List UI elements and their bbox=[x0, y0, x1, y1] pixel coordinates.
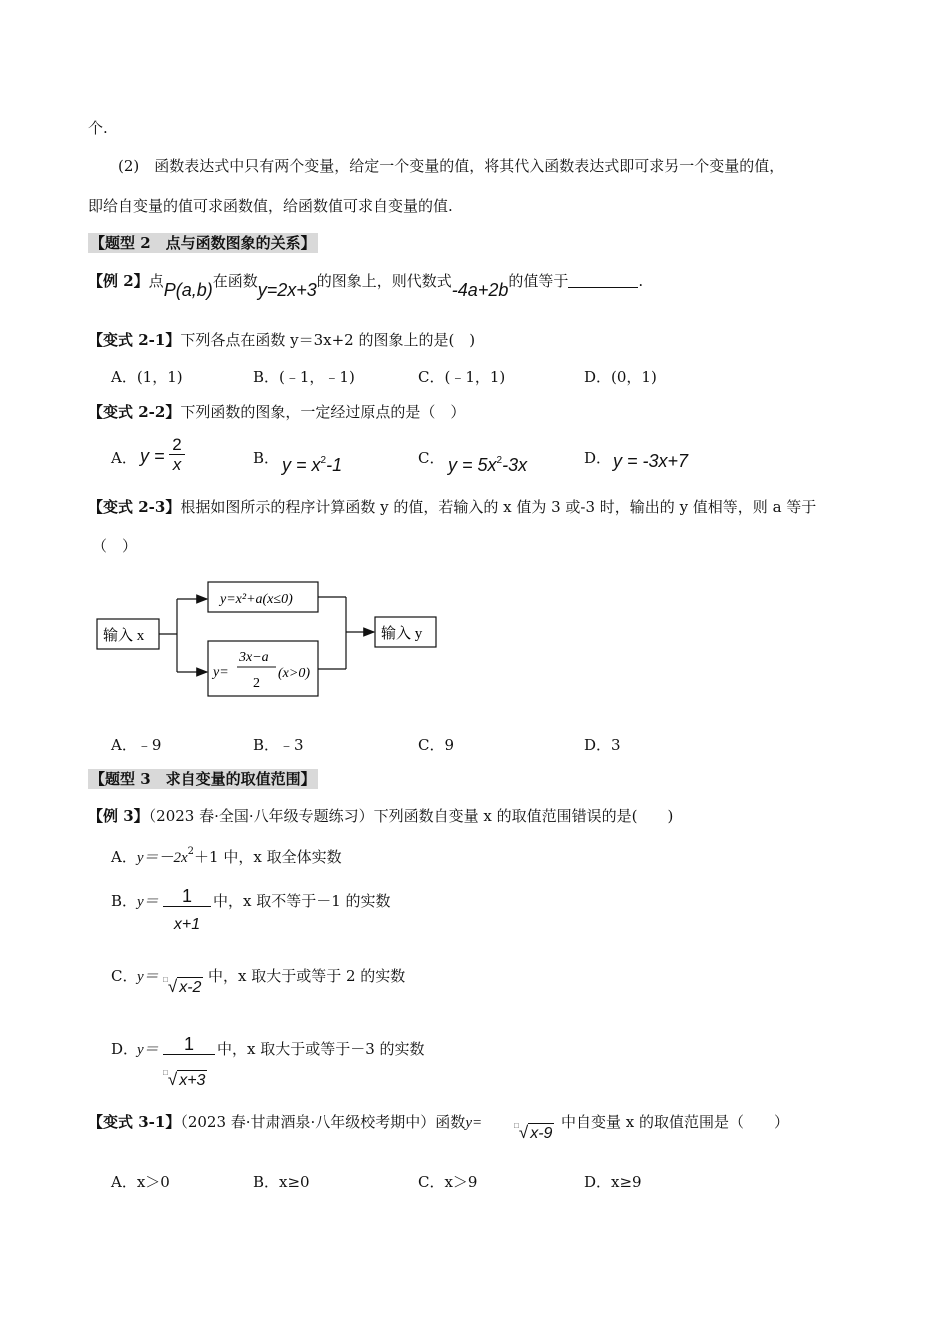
variant-3-1-radicand: x-9 bbox=[530, 1125, 553, 1142]
variant-2-1-option-d: D．(0，1) bbox=[584, 368, 657, 386]
example-2-expression: -4a+2b bbox=[451, 280, 509, 300]
option-c-exponent: 2 bbox=[496, 455, 503, 466]
variant-2-2-option-c bbox=[448, 451, 527, 475]
option-c-tail: 中，x 取大于或等于 2 的实数 bbox=[208, 967, 406, 985]
variant-2-1-option-a: A．(1，1) bbox=[111, 368, 183, 386]
option-c-tail: -3x bbox=[502, 455, 528, 475]
option-b-tail: -1 bbox=[326, 455, 343, 475]
option-a-label: A． bbox=[111, 848, 137, 866]
variant-3-1-radical bbox=[514, 1116, 554, 1144]
variant-3-1-text: （2023 春·甘肃酒泉·八年级校考期中）函数 bbox=[180, 1113, 466, 1131]
example-3-option-d-label: D． bbox=[111, 1040, 139, 1058]
missing-glyph-box: □ bbox=[163, 975, 168, 984]
option-a-y: y = bbox=[140, 445, 165, 466]
example-3-option-d-y bbox=[137, 1039, 159, 1060]
variant-2-1-text: 下列各点在函数 y＝3x+2 的图象上的是( ) bbox=[180, 331, 476, 349]
section-3-heading: 【题型 3 求自变量的取值范围】 bbox=[90, 770, 316, 788]
option-a-numerator: 2 bbox=[169, 436, 184, 455]
variant-3-1-option-b: B．x≥0 bbox=[253, 1173, 310, 1191]
example-3-option-a bbox=[111, 842, 342, 868]
option-b-tail: 中，x 取不等于－1 的实数 bbox=[213, 892, 391, 910]
option-b-numerator: 1 bbox=[163, 886, 211, 907]
radical-sign: √ bbox=[518, 1123, 529, 1142]
option-d-radical bbox=[163, 1063, 207, 1091]
example-3-tag: 【例 3】 bbox=[88, 807, 149, 825]
variant-2-1-option-b: B．(﹣1，﹣1) bbox=[253, 368, 355, 386]
bottom-branch-numerator: 3x−a bbox=[239, 650, 269, 665]
section-2-heading: 【题型 2 点与函数图象的关系】 bbox=[90, 234, 316, 252]
variant-3-1 bbox=[88, 1112, 482, 1133]
radical-sign: √ bbox=[167, 977, 178, 996]
missing-glyph-box: □ bbox=[514, 1121, 519, 1130]
variant-2-2-option-b bbox=[282, 451, 342, 475]
variant-2-2 bbox=[88, 402, 465, 422]
variant-2-2-text: 下列函数的图象，一定经过原点的是（ ） bbox=[180, 403, 466, 421]
option-d-y: y＝ bbox=[137, 1042, 159, 1058]
option-c-expr: y = 5x bbox=[448, 455, 497, 475]
option-a-denominator: x bbox=[172, 455, 182, 474]
variant-2-2-option-c-label: C． bbox=[418, 449, 445, 467]
option-a-exponent: 2 bbox=[187, 846, 195, 857]
output-box-label: 输入 y bbox=[381, 626, 423, 642]
option-d-radicand: x+3 bbox=[179, 1072, 206, 1089]
option-c-radical bbox=[163, 970, 203, 998]
program-flowchart bbox=[90, 575, 450, 705]
variant-2-3-tag: 【变式 2-3】 bbox=[88, 498, 181, 516]
missing-glyph-box: □ bbox=[163, 1068, 168, 1077]
option-d-tail: 中，x 取大于或等于－3 的实数 bbox=[217, 1040, 425, 1058]
variant-3-1-tag: 【变式 3-1】 bbox=[88, 1113, 181, 1131]
variant-2-2-tag: 【变式 2-2】 bbox=[88, 403, 181, 421]
variant-2-2-option-a bbox=[140, 436, 185, 475]
variant-2-3-text: 根据如图所示的程序计算函数 y 的值，若输入的 x 值为 3 或-3 时，输出的 y 值相等，则 a 等于 bbox=[180, 498, 817, 516]
intro-line-1: 个. bbox=[88, 119, 108, 137]
option-b-exponent: 2 bbox=[320, 455, 327, 466]
option-b-denominator: x+1 bbox=[173, 916, 201, 933]
option-d-numerator: 1 bbox=[163, 1034, 215, 1055]
answer-blank bbox=[568, 273, 638, 288]
example-3-option-b-label: B． bbox=[111, 892, 138, 910]
variant-2-2-option-d: y = -3x+7 bbox=[613, 451, 689, 471]
intro-line-3: 即给自变量的值可求函数值，给函数值可求自变量的值. bbox=[88, 197, 453, 215]
option-a-tail: ＋1 中，x 取全体实数 bbox=[194, 848, 342, 866]
variant-2-3-paren: （ ） bbox=[92, 537, 138, 555]
variant-2-1-tag: 【变式 2-1】 bbox=[88, 331, 181, 349]
variant-2-1-option-c: C．(﹣1，1) bbox=[418, 368, 506, 386]
option-a-fraction bbox=[169, 436, 184, 475]
variant-3-1-y: y= bbox=[465, 1115, 483, 1131]
bottom-branch-denominator: 2 bbox=[253, 676, 260, 691]
top-branch-label: y=x²+a(x≤0) bbox=[220, 592, 293, 607]
example-2-function: y=2x+3 bbox=[257, 280, 317, 300]
bottom-branch-condition: (x>0) bbox=[278, 666, 310, 681]
example-3-option-c-label: C． bbox=[111, 967, 138, 985]
example-2 bbox=[88, 270, 644, 300]
variant-2-3-option-b: B．﹣3 bbox=[253, 736, 304, 754]
example-3 bbox=[88, 806, 673, 826]
example-3-option-b-y bbox=[137, 891, 159, 912]
input-box-label: 输入 x bbox=[103, 628, 145, 644]
example-2-text-4: 的值等于 bbox=[508, 272, 569, 290]
example-3-option-c-y bbox=[137, 966, 159, 987]
variant-2-3-option-a: A．﹣9 bbox=[111, 736, 162, 754]
variant-2-2-option-b-label: B． bbox=[253, 449, 280, 467]
example-2-text-1: 点 bbox=[148, 272, 164, 290]
variant-3-1-text-2: 中自变量 x 的取值范围是（ ） bbox=[561, 1113, 789, 1131]
option-c-y: y＝ bbox=[137, 969, 159, 985]
variant-2-2-option-a-label: A． bbox=[111, 449, 137, 467]
intro-line-2: (2) 函数表达式中只有两个变量，给定一个变量的值，将其代入函数表达式即可求另一个变量的值， bbox=[118, 157, 785, 175]
radical-sign: √ bbox=[167, 1070, 178, 1089]
example-2-tag: 【例 2】 bbox=[88, 272, 149, 290]
variant-2-1 bbox=[88, 330, 475, 350]
option-b-y: y＝ bbox=[137, 894, 159, 910]
option-c-radicand: x-2 bbox=[179, 979, 202, 996]
example-2-point: P(a,b) bbox=[163, 280, 213, 300]
example-2-text-3: 的图象上，则代数式 bbox=[316, 272, 452, 290]
variant-2-3-option-c: C．9 bbox=[418, 736, 455, 754]
variant-2-3-option-d: D．3 bbox=[584, 736, 621, 754]
variant-3-1-option-a: A．x＞0 bbox=[111, 1173, 170, 1191]
variant-2-2-option-d-label: D． bbox=[584, 449, 612, 467]
example-3-text: （2023 春·全国·八年级专题练习）下列函数自变量 x 的取值范围错误的是( ) bbox=[148, 807, 674, 825]
example-2-text-2: 在函数 bbox=[212, 272, 258, 290]
bottom-branch-y: y= bbox=[213, 665, 229, 680]
variant-3-1-option-c: C．x＞9 bbox=[418, 1173, 478, 1191]
variant-2-3 bbox=[88, 497, 816, 517]
variant-3-1-option-d: D．x≥9 bbox=[584, 1173, 642, 1191]
option-b-expr: y = x bbox=[282, 455, 321, 475]
option-a-expr: y＝－2x bbox=[136, 850, 188, 866]
example-2-text-5: . bbox=[638, 272, 644, 290]
